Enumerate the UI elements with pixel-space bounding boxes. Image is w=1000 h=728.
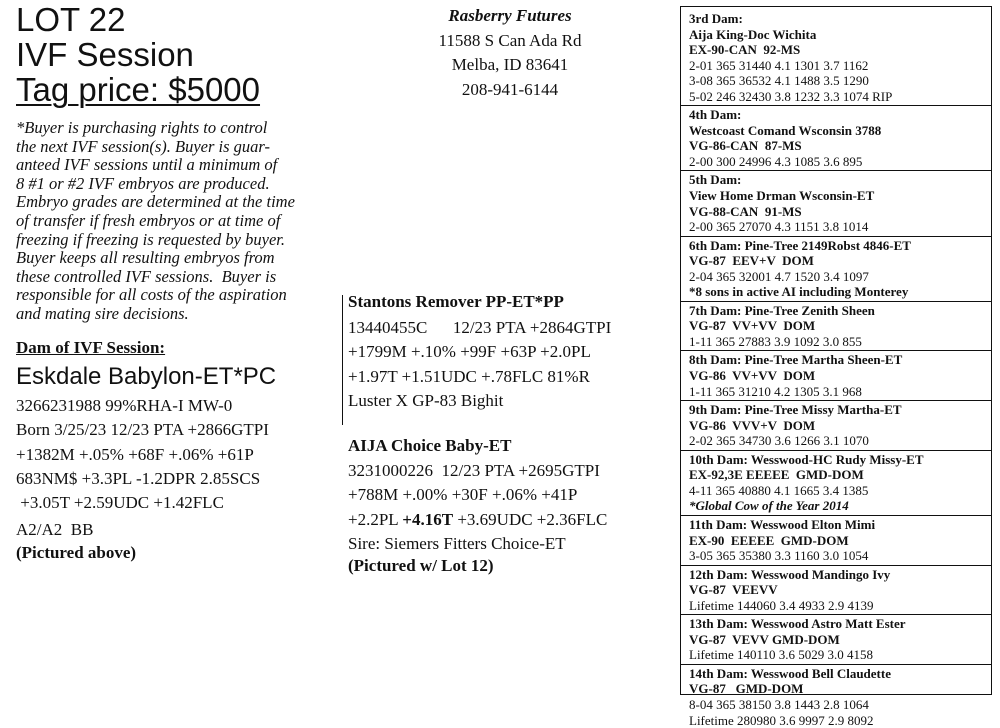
- pedigree-record: 2-02 365 34730 3.6 1266 3.1 1070: [689, 433, 869, 449]
- pedigree-entry: [689, 238, 991, 300]
- dam-pictured-note: (Pictured above): [16, 543, 137, 562]
- disclaimer-line: of transfer if fresh embryos or at time of: [16, 210, 281, 230]
- pedigree-entry: [689, 352, 991, 399]
- pedigree-classification: VG-87 VEEVV: [689, 582, 778, 598]
- pedigree-separator: [681, 301, 991, 302]
- pedigree-separator: [681, 450, 991, 451]
- disclaimer-line: and mating sire decisions.: [16, 303, 189, 323]
- pedigree-record: Lifetime 140110 3.6 5029 3.0 4158: [689, 647, 874, 663]
- pedigree-dam-title: 4th Dam:: [689, 107, 742, 123]
- pedigree-entry: [689, 11, 991, 104]
- pedigree-record: 1-11 365 31210 4.2 1305 3.1 968: [689, 383, 862, 399]
- dam-name: Eskdale Babylon-ET*PC: [16, 363, 277, 390]
- maternal-dam-line-part: +3.69UDC +2.36FLC: [453, 509, 608, 529]
- pedigree-separator: [681, 664, 991, 665]
- pedigree-dam-title: 3rd Dam:: [689, 11, 743, 26]
- pedigree-classification: VG-86 VVV+V DOM: [689, 417, 816, 433]
- farm-city: Melba, ID 83641: [451, 55, 569, 74]
- pedigree-separator: [681, 350, 991, 351]
- sire-detail-line: Luster X GP-83 Bighit: [348, 390, 504, 410]
- pedigree-dam-title: 7th Dam: Pine-Tree Zenith Sheen: [689, 302, 875, 318]
- pedigree-separator: [681, 236, 991, 237]
- buyer-disclaimer: [16, 119, 346, 324]
- pedigree-entry: [689, 172, 991, 234]
- dam-detail-line: 3266231988 99%RHA-I MW-0: [16, 396, 233, 415]
- pedigree-classification: VG-87 VV+VV DOM: [689, 318, 816, 334]
- farm-phone: 208-941-6144: [461, 79, 559, 99]
- pedigree-dam-title: 13th Dam: Wesswood Astro Matt Ester: [689, 616, 906, 632]
- maternal-dam-details: [348, 459, 607, 556]
- farm-name: Rasberry Futures: [448, 6, 572, 25]
- disclaimer-line: *Buyer is purchasing rights to control: [16, 118, 268, 137]
- disclaimer-line: freezing if freezing is requested by buyer.: [16, 229, 285, 249]
- sire-detail-line: 13440455C 12/23 PTA +2864GTPI: [348, 318, 612, 337]
- sire-details: [348, 316, 611, 413]
- lot-title: [16, 2, 194, 72]
- disclaimer-line: Buyer keeps all resulting embryos from: [16, 248, 275, 268]
- dam-detail-line: 683NM$ +3.3PL -1.2DPR 2.85SCS: [16, 468, 261, 488]
- pedigree-note: *8 sons in active AI including Monterey: [689, 284, 909, 300]
- pedigree-entry: [689, 402, 991, 449]
- pedigree-dam-name: Aija King-Doc Wichita: [689, 26, 817, 42]
- pedigree-dam-title: 8th Dam: Pine-Tree Martha Sheen-ET: [689, 352, 903, 368]
- pedigree-dam-name: View Home Drman Wsconsin-ET: [689, 188, 875, 204]
- maternal-dam-line-part: +2.2PL: [348, 509, 403, 529]
- tag-price: Tag price: $5000: [16, 71, 261, 108]
- maternal-dam-pictured-note: (Pictured w/ Lot 12): [348, 556, 494, 575]
- pedigree-record: 1-11 365 27883 3.9 1092 3.0 855: [689, 333, 862, 349]
- dam-detail-line: +1382M +.05% +68F +.06% +61P: [16, 444, 254, 464]
- dam-details: [16, 394, 269, 543]
- pedigree-classification: VG-87 VEVV GMD-DOM: [689, 631, 840, 647]
- dam-detail-line: Born 3/25/23 12/23 PTA +2866GTPI: [16, 420, 269, 440]
- pedigree-record: Lifetime 144060 3.4 4933 2.9 4139: [689, 597, 874, 613]
- pedigree-entry: [689, 303, 991, 350]
- disclaimer-line: anteed IVF sessions until a minimum of: [16, 155, 278, 175]
- pedigree-dam-name: Westcoast Comand Wsconsin 3788: [689, 122, 882, 138]
- divider: [342, 295, 343, 425]
- pedigree-dam-title: 10th Dam: Wesswood-HC Rudy Missy-ET: [689, 451, 924, 467]
- pedigree-classification: VG-88-CAN 91-MS: [689, 203, 802, 219]
- pedigree-separator: [681, 614, 991, 615]
- pedigree-classification: EX-90 EEEEE GMD-DOM: [689, 532, 849, 548]
- pedigree-entry: [689, 517, 991, 564]
- pedigree-record: 2-01 365 31440 4.1 1301 3.7 1162: [689, 57, 869, 73]
- pedigree-classification: VG-87 EEV+V DOM: [689, 253, 814, 269]
- lot-number: LOT 22: [16, 1, 126, 38]
- maternal-dam-line: 3231000226 12/23 PTA +2695GTPI: [348, 461, 600, 480]
- maternal-dam-sire: Sire: Siemers Fitters Choice-ET: [348, 533, 566, 553]
- pedigree-entry: [689, 567, 991, 614]
- pedigree-record: 8-04 365 38150 3.8 1443 2.8 1064: [689, 696, 869, 712]
- dam-detail-line: +3.05T +2.59UDC +1.42FLC: [16, 493, 224, 513]
- pedigree-separator: [681, 565, 991, 566]
- maternal-dam-line: [348, 508, 607, 532]
- disclaimer-line: the next IVF session(s). Buyer is guar-: [16, 136, 270, 156]
- maternal-dam-line: +788M +.00% +30F +.06% +41P: [348, 485, 578, 505]
- sire-detail-line: +1.97T +1.51UDC +.78FLC 81%R: [348, 366, 590, 386]
- dam-heading: Dam of IVF Session:: [16, 338, 166, 357]
- pedigree-dam-title: 11th Dam: Wesswood Elton Mimi: [689, 516, 876, 532]
- disclaimer-line: Embryo grades are determined at the time: [16, 192, 295, 212]
- pedigree-record: 5-02 246 32430 3.8 1232 3.3 1074 RIP: [689, 88, 893, 104]
- pedigree-record: 2-04 365 32001 4.7 1520 3.4 1097: [689, 268, 869, 284]
- farm-street: 11588 S Can Ada Rd: [438, 30, 582, 50]
- pedigree-separator: [681, 105, 991, 106]
- maternal-dam-type-highlight: +4.16T: [402, 509, 454, 529]
- disclaimer-line: 8 #1 or #2 IVF embryos are produced.: [16, 173, 270, 193]
- sire-title: Stantons Remover PP-ET*PP: [348, 292, 564, 311]
- pedigree-record: 3-08 365 36532 4.1 1488 3.5 1290: [689, 73, 869, 89]
- pedigree-separator: [681, 515, 991, 516]
- pedigree-entry: [689, 616, 991, 663]
- pedigree-separator: [681, 170, 991, 171]
- lot-type: IVF Session: [16, 36, 194, 73]
- pedigree-dam-title: 12th Dam: Wesswood Mandingo Ivy: [689, 566, 891, 582]
- pedigree-record: 2-00 365 27070 4.3 1151 3.8 1014: [689, 219, 869, 235]
- disclaimer-line: responsible for all costs of the aspiration: [16, 285, 287, 305]
- pedigree-record: 3-05 365 35380 3.3 1160 3.0 1054: [689, 548, 869, 564]
- pedigree-record: 2-00 300 24996 4.3 1085 3.6 895: [689, 153, 863, 169]
- pedigree-classification: EX-92,3E EEEEE GMD-DOM: [689, 467, 864, 483]
- pedigree-box: [680, 6, 992, 728]
- pedigree-entry: [689, 107, 991, 169]
- pedigree-award: *Global Cow of the Year 2014: [689, 498, 849, 514]
- dam-detail-line: A2/A2 BB: [16, 520, 94, 540]
- pedigree-classification: EX-90-CAN 92-MS: [689, 42, 801, 58]
- pedigree-entry: [689, 666, 991, 728]
- pedigree-entry: [689, 452, 991, 514]
- pedigree-dam-title: 6th Dam: Pine-Tree 2149Robst 4846-ET: [689, 237, 911, 253]
- disclaimer-line: these controlled IVF sessions. Buyer is: [16, 266, 277, 286]
- pedigree-separator: [681, 400, 991, 401]
- pedigree-classification: VG-86-CAN 87-MS: [689, 138, 802, 154]
- sire-detail-line: +1799M +.10% +99F +63P +2.0PL: [348, 342, 591, 362]
- pedigree-classification: VG-86 VV+VV DOM: [689, 368, 816, 384]
- farm-address: [400, 4, 620, 102]
- pedigree-record: 4-11 365 40880 4.1 1665 3.4 1385: [689, 482, 869, 498]
- maternal-dam-title: AIJA Choice Baby-ET: [348, 436, 512, 455]
- pedigree-classification: VG-87 GMD-DOM: [689, 681, 804, 697]
- pedigree-dam-title: 9th Dam: Pine-Tree Missy Martha-ET: [689, 402, 902, 418]
- pedigree-dam-title: 14th Dam: Wesswood Bell Claudette: [689, 665, 891, 681]
- pedigree-record: Lifetime 280980 3.6 9997 2.9 8092: [689, 712, 874, 728]
- pedigree-dam-title: 5th Dam:: [689, 172, 742, 188]
